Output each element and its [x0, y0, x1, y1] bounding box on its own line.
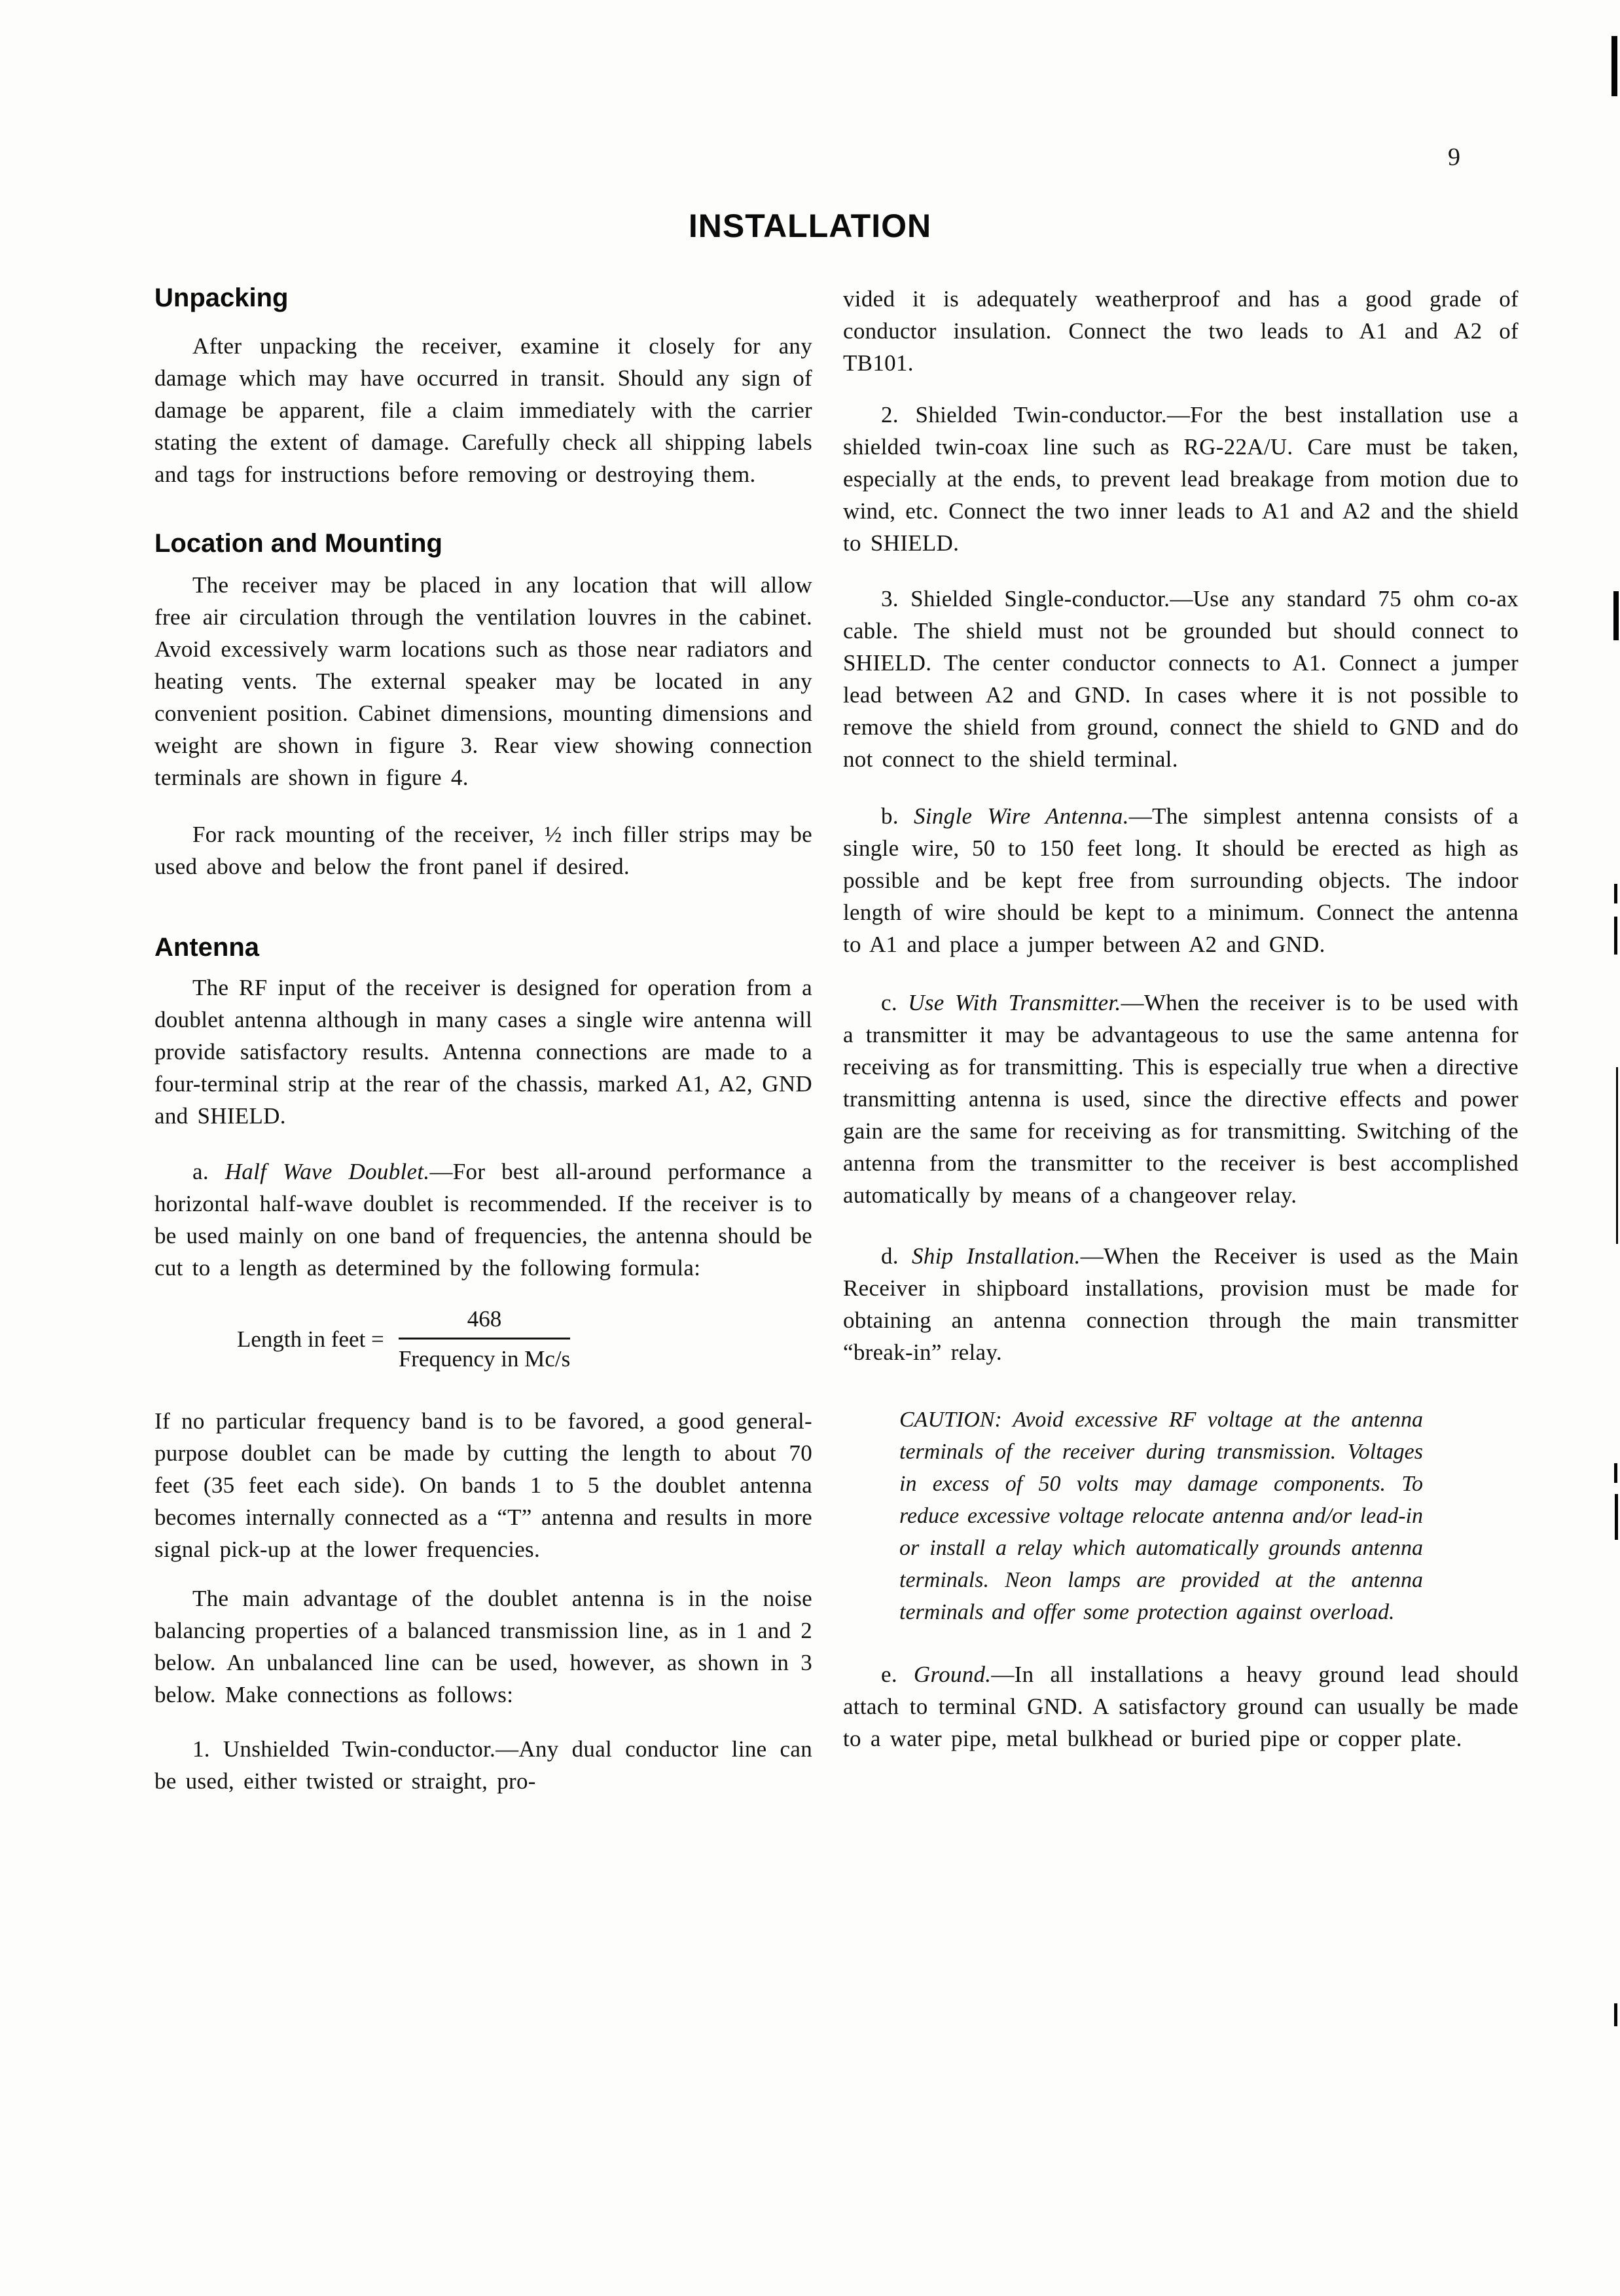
paragraph-unshielded-twin-conductor [154, 1733, 812, 1797]
paragraph-text: —In all installations a heavy ground lead should attach to terminal GND. A satisfactory ground can usually be made to a water pipe, metal bulkhead or buried pipe or copper plate. [843, 1662, 1519, 1751]
scan-artifact [1615, 1494, 1618, 1540]
heading-location-and-mounting: Location and Mounting [154, 529, 442, 558]
paragraph-text: After unpacking the receiver, examine it closely for any damage which may have occurred in transit. Should any sign of damage be apparent, file a claim immediately with the carrier stating the extent of damage. Carefully check all shipping labels and tags for instructions before removing or destroying them. [154, 333, 812, 487]
left-column [154, 282, 812, 1797]
paragraph-text: If no particular frequency band is to be favored, a good general-purpose doublet can be made by cutting the length to about 70 feet (35 feet each side). On bands 1 to 5 the doublet antenna becomes internally connected as a “T” antenna and results in more signal pick-up at the lower frequencies. [154, 1408, 812, 1562]
scan-artifact [1611, 36, 1617, 96]
scan-artifact [1614, 917, 1617, 955]
paragraph-text: The main advantage of the doublet antenna is in the noise balancing properties of a balanced transmission line, as in 1 and 2 below. An unbalanced line can be used, however, as shown in 3 below. Make connections as follows: [154, 1586, 812, 1707]
paragraph-location [154, 569, 812, 793]
paragraph-prefix: a. [192, 1159, 225, 1184]
paragraph-text: vided it is adequately weatherproof and has a good grade of conductor insulation. Connect the two leads to A1 and A2 of TB101. [843, 286, 1519, 376]
caution-note: CAUTION: Avoid excessive RF voltage at the antenna terminals of the receiver during transmission. Voltages in excess of 50 volts may damage components. To reduce excessive voltage relocate antenna and/or lead-in or install a relay which automatically grounds antenna terminals. Neon lamps are provided at the antenna terminals and offer some protection against overload. [899, 1408, 1423, 1624]
paragraph-lead-italic: Ship Installation. [912, 1243, 1081, 1269]
paragraph-shielded-single-conductor [843, 583, 1519, 775]
scan-artifact [1614, 2003, 1617, 2026]
scan-artifact [1614, 1463, 1617, 1483]
paragraph-general-purpose [154, 1405, 812, 1565]
length-formula [154, 1306, 812, 1372]
paragraph-prefix: 1. Unshielded Twin-conductor. [192, 1736, 496, 1762]
paragraph-prefix: c. [881, 990, 909, 1015]
paragraph-text: —Any dual conductor line can be used, either twisted or straight, pro- [154, 1736, 813, 1794]
paragraph-ground [843, 1658, 1519, 1755]
formula-lhs: Length in feet = [237, 1326, 384, 1352]
paragraph-prefix: b. [881, 803, 914, 829]
paragraph-lead-italic: Single Wire Antenna. [914, 803, 1129, 829]
paragraph-unpacking [154, 330, 812, 490]
paragraph-ship-installation [843, 1240, 1519, 1368]
formula-numerator: 468 [399, 1306, 570, 1339]
formula-denominator: Frequency in Mc/s [398, 1346, 571, 1372]
paragraph-text: —When the Receiver is used as the Main Receiver in shipboard installations, provision must be made for obtaining an antenna connection through the main transmitter “break-in” relay. [843, 1243, 1519, 1365]
page-number: 9 [1448, 143, 1460, 171]
paragraph-text: —For the best installation use a shielded twin-coax line such as RG-22A/U. Care must be taken, especially at the ends, to prevent lead breakage from motion due to wind, etc. Connect the two inner leads to A1 and A2 and the shield to SHIELD. [843, 402, 1519, 556]
paragraph-text: —Use any standard 75 ohm co-ax cable. The shield must not be grounded but should connect to SHIELD. The center conductor connects to A1. Connect a jumper lead between A2 and GND. In cases where it is not possible to remove the shield from ground, connect the shield to GND and do not connect to the shield terminal. [843, 586, 1519, 772]
page-title: INSTALLATION [688, 208, 932, 244]
paragraph-prefix: 3. Shielded Single-conductor. [881, 586, 1170, 611]
paragraph-main-advantage [154, 1582, 812, 1711]
paragraph-half-wave-doublet [154, 1156, 812, 1284]
heading-antenna: Antenna [154, 933, 259, 962]
paragraph-text: —For best all-around performance a horizontal half-wave doublet is recommended. If the receiver is to be used mainly on one band of frequencies, the antenna should be cut to a length as determined by the following formula: [154, 1159, 812, 1281]
paragraph-rf-input [154, 972, 812, 1132]
paragraph-text: —When the receiver is to be used with a transmitter it may be advantageous to use the same antenna for receiving as for transmitting. This is especially true when a directive transmitting antenna is used, since the directive effects and power gain are the same for receiving as for transmitting. Switching of the antenna from the transmitter to the receiver is best accomplished automatically by means of a changeover relay. [843, 990, 1519, 1208]
heading-unpacking: Unpacking [154, 283, 289, 312]
paragraph-lead-italic: Half Wave Doublet. [225, 1159, 430, 1184]
paragraph-shielded-twin-conductor [843, 399, 1519, 559]
paragraph-prefix: e. [881, 1662, 914, 1687]
paragraph-lead-italic: Ground. [913, 1662, 992, 1687]
scan-artifact [1614, 884, 1617, 903]
paragraph-single-wire-antenna [843, 800, 1519, 960]
formula-fraction [399, 1306, 570, 1372]
paragraph-text: For rack mounting of the receiver, ½ inch filler strips may be used above and below the front panel if desired. [154, 822, 812, 879]
scan-artifact [1613, 591, 1619, 640]
paragraph-text: The RF input of the receiver is designed for operation from a doublet antenna although in many cases a single wire antenna will provide satisfactory results. Antenna connections are made to a four-terminal strip at the rear of the chassis, marked A1, A2, GND and SHIELD. [154, 975, 812, 1129]
paragraph-text: The receiver may be placed in any location that will allow free air circulation through the ventilation louvres in the cabinet. Avoid excessively warm locations such as those near radiators and heating vents. The external speaker may be located in any convenient position. Cabinet dimensions, mounting dimensions and weight are shown in figure 3. Rear view showing connection terminals are shown in figure 4. [154, 572, 812, 790]
paragraph-rack-mounting [154, 818, 812, 883]
paragraph-continuation [843, 283, 1519, 379]
paragraph-lead-italic: Use With Transmitter. [908, 990, 1121, 1015]
paragraph-text: —The simplest antenna consists of a single wire, 50 to 150 feet long. It should be erected as high as possible and be kept free from surrounding objects. The indoor length of wire should be kept to a minimum. Connect the antenna to A1 and place a jumper between A2 and GND. [843, 803, 1519, 957]
scan-artifact [1616, 1067, 1618, 1244]
paragraph-prefix: 2. Shielded Twin-conductor. [881, 402, 1167, 428]
right-column [843, 283, 1519, 1755]
paragraph-prefix: d. [881, 1243, 912, 1269]
paragraph-use-with-transmitter [843, 987, 1519, 1211]
